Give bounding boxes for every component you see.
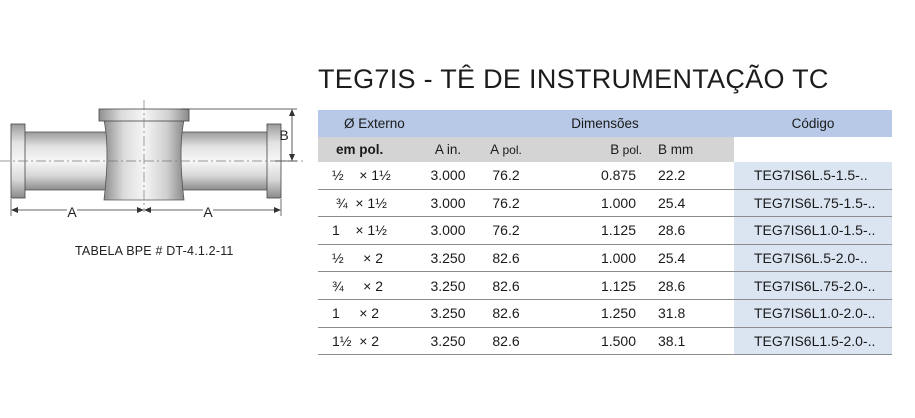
b-mm-cell: 28.6 bbox=[650, 217, 734, 245]
size-cell: ¾ × 1½ bbox=[318, 189, 420, 217]
a-pol-cell: 76.2 bbox=[476, 162, 536, 189]
code-cell: TEG7IS6L1.0-2.0-.. bbox=[734, 299, 892, 327]
a-pol-cell: 82.6 bbox=[476, 299, 536, 327]
a-in-cell: 3.000 bbox=[420, 217, 476, 245]
table-row bbox=[318, 299, 892, 327]
dim-a-left: A bbox=[67, 204, 77, 220]
b-pol-cell: 1.000 bbox=[536, 189, 650, 217]
table-row bbox=[318, 217, 892, 245]
size-cell: ¾ × 2 bbox=[318, 272, 420, 300]
b-pol-cell: 1.000 bbox=[536, 244, 650, 272]
page-title: TEG7IS - TÊ DE INSTRUMENTAÇÃO TC bbox=[318, 64, 829, 94]
dim-a-right: A bbox=[203, 204, 213, 220]
size-cell: ½ × 1½ bbox=[318, 162, 420, 189]
tee-drawing bbox=[0, 90, 310, 290]
table-row bbox=[318, 244, 892, 272]
table-row bbox=[318, 162, 892, 189]
code-cell: TEG7IS6L1.0-1.5-.. bbox=[734, 217, 892, 245]
code-cell: TEG7IS6L1.5-2.0-.. bbox=[734, 327, 892, 355]
code-cell: TEG7IS6L.75-2.0-.. bbox=[734, 272, 892, 300]
subheader-b-pol-unit: pol. bbox=[619, 143, 642, 157]
subheader-em-pol: em pol. bbox=[318, 137, 420, 162]
a-in-cell: 3.000 bbox=[420, 189, 476, 217]
b-mm-cell: 22.2 bbox=[650, 162, 734, 189]
b-pol-cell: 1.125 bbox=[536, 217, 650, 245]
b-mm-cell: 31.8 bbox=[650, 299, 734, 327]
subheader-b-pol bbox=[536, 137, 650, 162]
table-row bbox=[318, 327, 892, 355]
b-pol-cell: 1.125 bbox=[536, 272, 650, 300]
header-dimensoes: Dimensões bbox=[476, 110, 734, 137]
dimensions-table bbox=[318, 110, 892, 355]
size-cell: ½ × 2 bbox=[318, 244, 420, 272]
subheader-b-mm: B mm bbox=[650, 137, 734, 162]
a-pol-cell: 82.6 bbox=[476, 244, 536, 272]
size-cell: 1 × 2 bbox=[318, 299, 420, 327]
a-pol-cell: 76.2 bbox=[476, 189, 536, 217]
header-externo: Ø Externo bbox=[318, 110, 476, 137]
b-mm-cell: 25.4 bbox=[650, 189, 734, 217]
a-pol-cell: 76.2 bbox=[476, 217, 536, 245]
b-pol-cell: 0.875 bbox=[536, 162, 650, 189]
a-in-cell: 3.250 bbox=[420, 327, 476, 355]
subheader-b-pol-main: B bbox=[610, 142, 620, 157]
b-mm-cell: 28.6 bbox=[650, 272, 734, 300]
b-mm-cell: 25.4 bbox=[650, 244, 734, 272]
size-cell: 1½ × 2 bbox=[318, 327, 420, 355]
a-in-cell: 3.250 bbox=[420, 244, 476, 272]
table-row bbox=[318, 272, 892, 300]
code-cell: TEG7IS6L.75-1.5-.. bbox=[734, 189, 892, 217]
a-pol-cell: 82.6 bbox=[476, 272, 536, 300]
b-pol-cell: 1.250 bbox=[536, 299, 650, 327]
size-cell: 1 × 1½ bbox=[318, 217, 420, 245]
dim-b: B bbox=[279, 127, 289, 143]
code-cell: TEG7IS6L.5-1.5-.. bbox=[734, 162, 892, 189]
table-reference-caption: TABELA BPE # DT-4.1.2-11 bbox=[75, 244, 234, 258]
b-pol-cell: 1.500 bbox=[536, 327, 650, 355]
subheader-a-pol bbox=[476, 137, 536, 162]
code-cell: TEG7IS6L.5-2.0-.. bbox=[734, 244, 892, 272]
table-header-row bbox=[318, 110, 892, 137]
subheader-a-pol-unit: pol. bbox=[499, 143, 522, 157]
a-in-cell: 3.250 bbox=[420, 299, 476, 327]
subheader-a-in: A in. bbox=[420, 137, 476, 162]
table-row bbox=[318, 189, 892, 217]
a-in-cell: 3.250 bbox=[420, 272, 476, 300]
table-subheader-row bbox=[318, 137, 892, 162]
a-in-cell: 3.000 bbox=[420, 162, 476, 189]
b-mm-cell: 38.1 bbox=[650, 327, 734, 355]
subheader-code-blank bbox=[734, 137, 892, 162]
a-pol-cell: 82.6 bbox=[476, 327, 536, 355]
header-codigo: Código bbox=[734, 110, 892, 137]
subheader-a-pol-main: A bbox=[490, 142, 500, 157]
